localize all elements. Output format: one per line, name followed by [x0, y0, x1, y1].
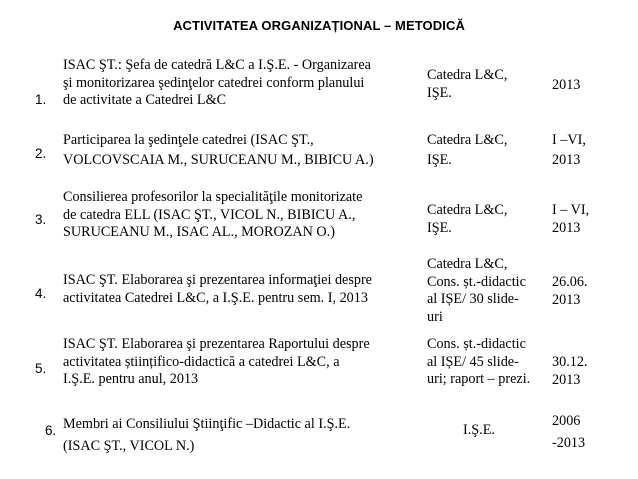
activity-date: 2006 -2013: [552, 413, 586, 451]
activity-place: Catedra L&C, IŞE.: [427, 202, 508, 236]
activity-date: 2013: [552, 77, 581, 93]
row-number: 5.: [35, 361, 47, 376]
activity-place: Catedra L&C, IŞE.: [427, 67, 508, 101]
row-number: 4.: [35, 286, 47, 301]
activity-description: Membri ai Consiliului Ştiinţific –Didactic al I.Ş.E. (ISAC ŞT., VICOL N.): [63, 416, 351, 454]
activity-place: Cons. șt.-didactic al IȘE/ 45 slide- uri; raport – prezi.: [427, 336, 531, 387]
row-number: 1.: [35, 92, 47, 107]
activity-date: I – VI, 2013: [552, 202, 590, 236]
activity-description: Participarea la şedinţele catedrei (ISAC ŞT., VOLCOVSCAIA M., SURUCEANU M., BIBICU A.): [63, 132, 374, 168]
activity-date: 30.12. 2013: [552, 354, 588, 388]
activity-description: ISAC ŞT. Elaborarea şi prezentarea informaţiei despre activitatea Catedrei L&C, a I.Ş.E. pentru sem. I, 2013: [63, 272, 372, 306]
activity-place: I.Ş.E.: [463, 422, 495, 438]
activity-place: Catedra L&C, Cons. șt.-didactic al IȘE/ 30 slide- uri: [427, 256, 526, 325]
row-number: 2.: [35, 146, 47, 161]
activity-date: I –VI, 2013: [552, 132, 586, 168]
activity-description: Consilierea profesorilor la specialităţile monitorizate de catedra ELL (ISAC ŞT., VICOL N., BIBICU A., SURUCEANU M., ISAC AL., MOROZAN O.): [63, 189, 363, 240]
activity-description: ISAC ŞT. Elaborarea şi prezentarea Raportului despre activitatea științifico-didactică a catedrei L&C, a I.Ş.E. pentru anul, 2013: [63, 336, 370, 387]
page-title: ACTIVITATEA ORGANIZAȚIONAL – METODICĂ: [173, 18, 465, 33]
row-number: 6.: [45, 423, 57, 438]
row-number: 3.: [35, 212, 47, 227]
activity-description: ISAC ŞT.: Şefa de catedră L&C a I.Ş.E. - Organizarea şi monitorizarea şedinţelor catedrei conform planului de activitate a Catedrei L&C: [63, 57, 371, 108]
activity-date: 26.06. 2013: [552, 274, 588, 308]
activity-place: Catedra L&C, IŞE.: [427, 132, 508, 168]
